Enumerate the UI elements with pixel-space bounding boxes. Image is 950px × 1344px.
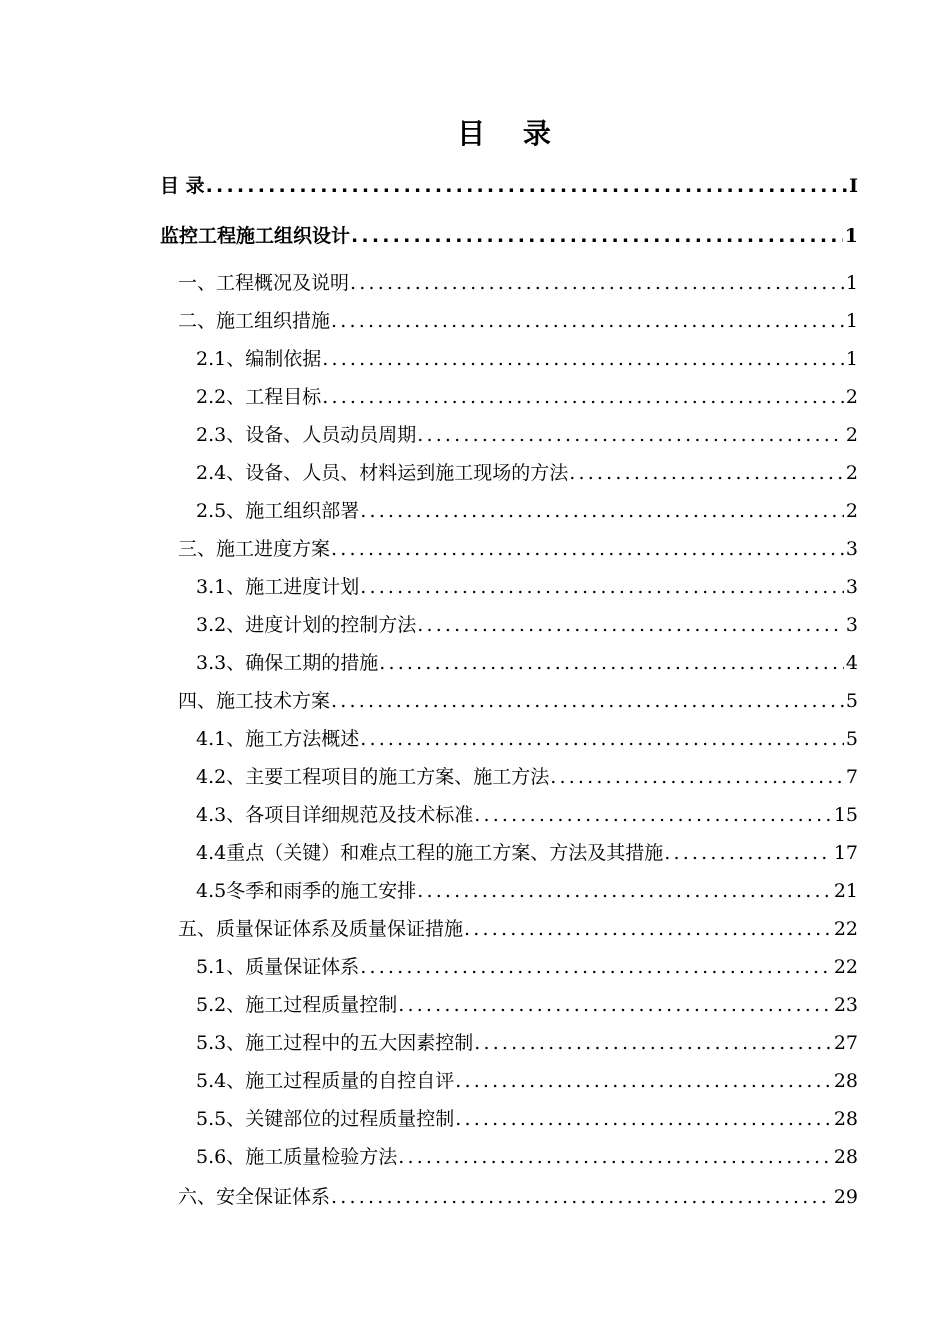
toc-entry[interactable] — [196, 991, 858, 1019]
toc-entry-label: 3.2、进度计划的控制方法 — [196, 614, 417, 636]
toc-entry-page-number: 5 — [845, 690, 858, 712]
toc-entry-page-number: 2 — [845, 424, 858, 446]
toc-entry[interactable] — [178, 307, 858, 335]
toc-entry-label: 5.6、施工质量检验方法 — [196, 1146, 398, 1168]
toc-dot-leader — [464, 915, 832, 943]
toc-entry-label: 五、质量保证体系及质量保证措施 — [178, 918, 464, 940]
toc-entry-page-number: 1 — [845, 348, 858, 370]
toc-entry[interactable] — [196, 801, 858, 829]
toc-entry[interactable] — [196, 953, 858, 981]
toc-entry-label: 二、施工组织措施 — [178, 310, 331, 332]
toc-entry[interactable] — [196, 725, 858, 753]
toc-entry-label: 4.4重点（关键）和难点工程的施工方案、方法及其措施 — [196, 842, 664, 864]
toc-dot-leader — [360, 725, 844, 753]
toc-entry[interactable] — [178, 687, 858, 715]
toc-entry[interactable] — [196, 611, 858, 639]
toc-dot-leader — [206, 172, 847, 200]
toc-entry-label: 4.2、主要工程项目的施工方案、施工方法 — [196, 766, 550, 788]
toc-entry[interactable] — [196, 497, 858, 525]
toc-entry[interactable] — [196, 649, 858, 677]
toc-entry-label: 4.1、施工方法概述 — [196, 728, 360, 750]
toc-entry[interactable] — [196, 383, 858, 411]
toc-dot-leader — [360, 573, 844, 601]
toc-entry-page-number: 3 — [845, 538, 858, 560]
toc-dot-leader — [455, 1067, 832, 1095]
toc-entry-page-number: 22 — [833, 918, 858, 940]
toc-entry-page-number: 29 — [833, 1186, 858, 1208]
toc-entry[interactable] — [196, 345, 858, 373]
toc-entry[interactable] — [178, 915, 858, 943]
toc-entry-page-number: 2 — [845, 500, 858, 522]
toc-entry[interactable] — [178, 535, 858, 563]
toc-dot-leader — [398, 991, 832, 1019]
toc-entry-label: 六、安全保证体系 — [178, 1186, 331, 1208]
toc-entry-label: 3.3、确保工期的措施 — [196, 652, 379, 674]
toc-entry-label: 5.2、施工过程质量控制 — [196, 994, 398, 1016]
toc-entry-page-number: 28 — [833, 1070, 858, 1092]
toc-entry-page-number: 1 — [844, 225, 858, 247]
toc-entry-page-number: 27 — [833, 1032, 858, 1054]
toc-entry[interactable] — [196, 839, 858, 867]
toc-entry[interactable] — [196, 573, 858, 601]
toc-dot-leader — [351, 222, 843, 250]
toc-entry-label: 2.3、设备、人员动员周期 — [196, 424, 417, 446]
toc-entry[interactable] — [160, 172, 858, 200]
toc-dot-leader — [664, 839, 832, 867]
toc-entry[interactable] — [196, 459, 858, 487]
toc-dot-leader — [417, 611, 844, 639]
toc-dot-leader — [550, 763, 844, 791]
toc-entry-label: 2.5、施工组织部署 — [196, 500, 360, 522]
toc-dot-leader — [417, 421, 844, 449]
toc-entry-page-number: 15 — [833, 804, 858, 826]
toc-entry-page-number: 7 — [845, 766, 858, 788]
toc-entry-label: 4.5冬季和雨季的施工安排 — [196, 880, 417, 902]
toc-entry-label: 2.1、编制依据 — [196, 348, 322, 370]
toc-entry-page-number: I — [849, 175, 858, 197]
toc-entry[interactable] — [196, 1029, 858, 1057]
toc-entry-page-number: 28 — [833, 1146, 858, 1168]
toc-entry-page-number: 1 — [845, 310, 858, 332]
toc-dot-leader — [455, 1105, 832, 1133]
toc-entry-label: 5.1、质量保证体系 — [196, 956, 360, 978]
toc-dot-leader — [398, 1143, 832, 1171]
toc-dot-leader — [379, 649, 844, 677]
toc-entry[interactable] — [178, 269, 858, 297]
toc-entry-page-number: 2 — [845, 386, 858, 408]
toc-entry-label: 3.1、施工进度计划 — [196, 576, 360, 598]
toc-entry-page-number: 22 — [833, 956, 858, 978]
toc-entry-page-number: 4 — [845, 652, 858, 674]
toc-entry[interactable] — [196, 877, 858, 905]
toc-dot-leader — [331, 535, 844, 563]
toc-entry[interactable] — [196, 421, 858, 449]
toc-entry-label: 2.4、设备、人员、材料运到施工现场的方法 — [196, 462, 569, 484]
toc-entry-page-number: 21 — [833, 880, 858, 902]
toc-entry-page-number: 3 — [845, 576, 858, 598]
toc-entry-label: 一、工程概况及说明 — [178, 272, 350, 294]
toc-entry-page-number: 17 — [833, 842, 858, 864]
toc-entry-label: 四、施工技术方案 — [178, 690, 331, 712]
toc-entry-label: 三、施工进度方案 — [178, 538, 331, 560]
toc-entry-page-number: 5 — [845, 728, 858, 750]
toc-dot-leader — [350, 269, 844, 297]
toc-dot-leader — [331, 687, 844, 715]
toc-dot-leader — [322, 345, 844, 373]
toc-dot-leader — [360, 497, 844, 525]
toc-entry-label: 5.4、施工过程质量的自控自评 — [196, 1070, 455, 1092]
toc-dot-leader — [474, 1029, 832, 1057]
toc-entry-label: 2.2、工程目标 — [196, 386, 322, 408]
toc-entry-page-number: 2 — [845, 462, 858, 484]
toc-entry-page-number: 3 — [845, 614, 858, 636]
toc-entry[interactable] — [196, 763, 858, 791]
toc-dot-leader — [474, 801, 832, 829]
toc-dot-leader — [322, 383, 844, 411]
toc-entry-label: 目 录 — [160, 175, 205, 197]
toc-entry-page-number: 1 — [845, 272, 858, 294]
toc-entry-label: 5.5、关键部位的过程质量控制 — [196, 1108, 455, 1130]
toc-entry[interactable] — [178, 1183, 858, 1211]
toc-entry-label: 5.3、施工过程中的五大因素控制 — [196, 1032, 474, 1054]
toc-entry[interactable] — [196, 1143, 858, 1171]
toc-dot-leader — [417, 877, 832, 905]
toc-entry[interactable] — [160, 222, 858, 250]
toc-entry[interactable] — [196, 1105, 858, 1133]
toc-dot-leader — [331, 1183, 832, 1211]
toc-entry-page-number: 23 — [833, 994, 858, 1016]
toc-dot-leader — [331, 307, 844, 335]
toc-entry-label: 4.3、各项目详细规范及技术标准 — [196, 804, 474, 826]
toc-entry[interactable] — [196, 1067, 858, 1095]
toc-entry-label: 监控工程施工组织设计 — [160, 225, 351, 247]
toc-dot-leader — [569, 459, 844, 487]
toc-entry-page-number: 28 — [833, 1108, 858, 1130]
toc-dot-leader — [360, 953, 832, 981]
page-title: 目 录 — [457, 117, 565, 150]
